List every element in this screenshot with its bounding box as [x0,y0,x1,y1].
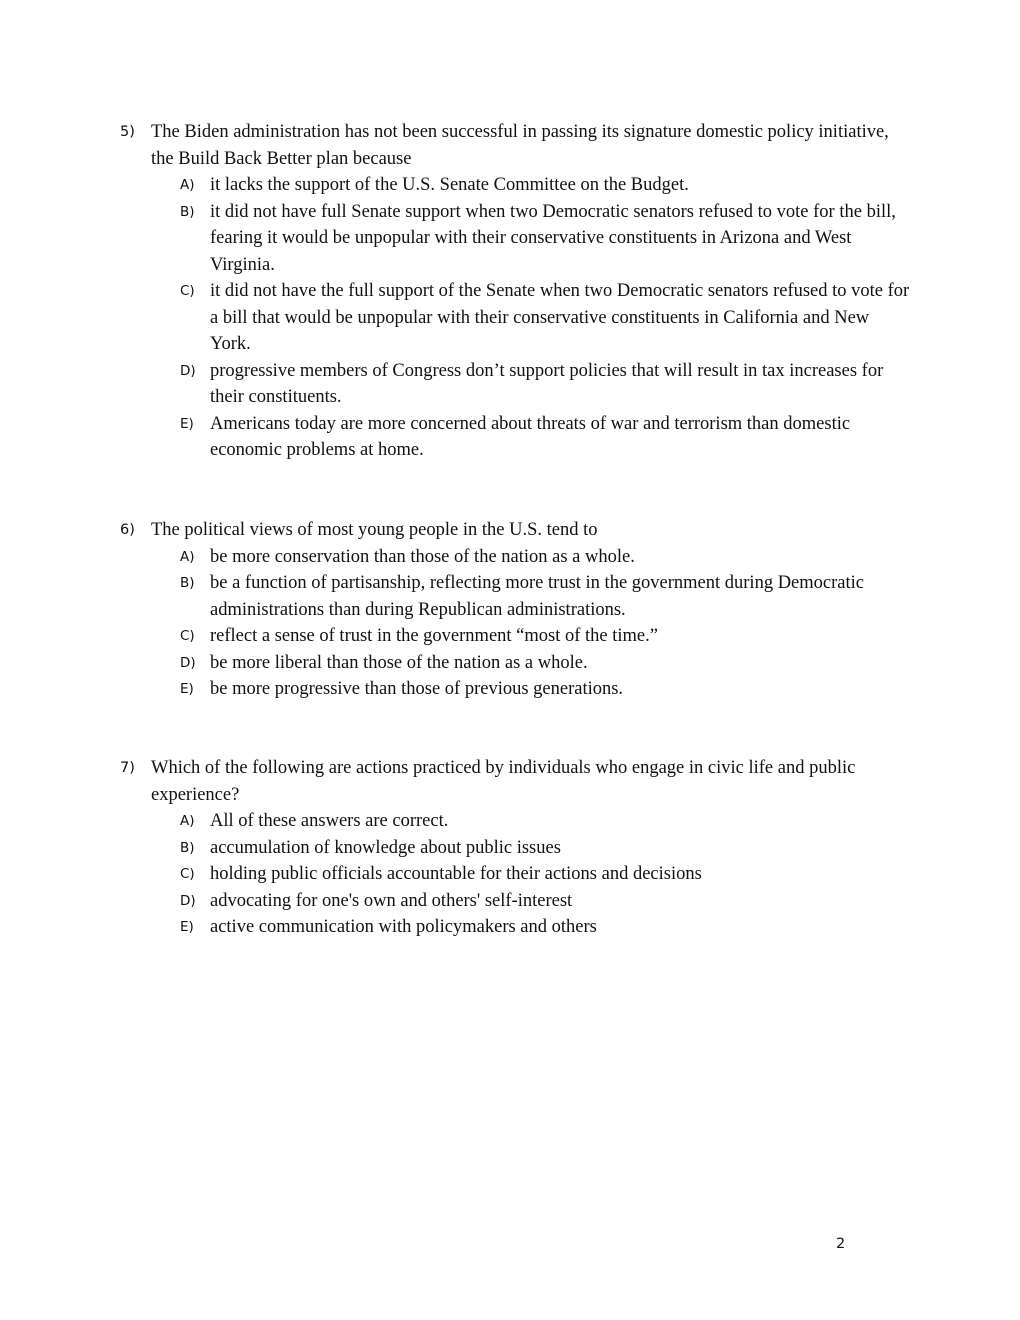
option-letter: C) [180,628,195,644]
answer-option-e [180,676,910,703]
option-letter: C) [180,283,195,299]
option-letter: E) [180,415,194,432]
answer-option-c [180,278,910,358]
option-letter: D) [180,654,196,671]
option-letter: A) [180,177,195,193]
option-letter: B) [180,203,195,220]
option-text: advocating for one's own and others' self-interest [210,890,573,911]
question-stem [120,119,910,172]
question-6 [120,517,910,703]
answer-option-e [180,411,910,464]
option-letter: E) [180,681,194,697]
option-text: accumulation of knowledge about public issues [210,837,561,858]
answer-option-a [180,172,910,199]
option-text: holding public officials accountable for their actions and decisions [210,864,702,884]
option-letter: D) [180,362,196,379]
answer-option-d [180,358,910,411]
answer-option-d [180,888,910,915]
answer-option-c [180,861,910,888]
question-7 [120,755,910,941]
option-text: reflect a sense of trust in the government “most of the time.” [210,626,658,646]
answer-option-e [180,914,910,941]
option-letter: B) [180,575,195,591]
question-stem [120,755,910,808]
option-text: be more liberal than those of the nation as a whole. [210,652,588,673]
answer-option-b [180,835,910,862]
option-letter: A) [180,813,195,829]
question-number: 6) [120,522,135,538]
question-text: The Biden administration has not been successful in passing its signature domestic policy initiative, the Build Back Better plan because [151,122,889,169]
option-text: it did not have full Senate support when two Democratic senators refused to vote for the bill, fearing it would be unpopular with their conservative constituents in Arizona and West Virginia. [210,201,896,275]
question-text: The political views of most young people in the U.S. tend to [151,520,598,540]
option-text: be a function of partisanship, reflecting more trust in the government during Democratic administrations than during Republican administrations. [210,573,864,620]
option-text: it lacks the support of the U.S. Senate Committee on the Budget. [210,175,689,195]
answer-options [180,808,910,941]
option-letter: B) [180,839,195,856]
option-text: it did not have the full support of the Senate when two Democratic senators refused to vote for a bill that would be unpopular with their conservative constituents in California and New York. [210,281,910,354]
option-letter: D) [180,892,196,909]
question-5 [120,119,910,464]
page-number: 2 [836,1236,846,1252]
question-number: 7) [120,760,135,776]
option-letter: A) [180,548,195,565]
answer-options [180,172,910,464]
answer-option-c [180,623,910,650]
option-text: be more progressive than those of previous generations. [210,679,624,699]
option-letter: C) [180,866,195,882]
question-stem [120,517,910,544]
answer-option-b [180,199,910,279]
question-text: Which of the following are actions practiced by individuals who engage in civic life and public experience? [151,758,856,805]
option-letter: E) [180,919,194,935]
option-text: be more conservation than those of the nation as a whole. [210,546,635,567]
option-text: Americans today are more concerned about threats of war and terrorism than domestic economic problems at home. [210,413,851,460]
option-text: progressive members of Congress don’t support policies that will result in tax increases for their constituents. [210,360,884,407]
answer-option-d [180,650,910,677]
answer-options [180,544,910,703]
answer-option-a [180,544,910,571]
option-text: All of these answers are correct. [210,811,449,831]
answer-option-a [180,808,910,835]
answer-option-b [180,570,910,623]
option-text: active communication with policymakers and others [210,917,597,937]
question-number: 5) [120,124,135,140]
